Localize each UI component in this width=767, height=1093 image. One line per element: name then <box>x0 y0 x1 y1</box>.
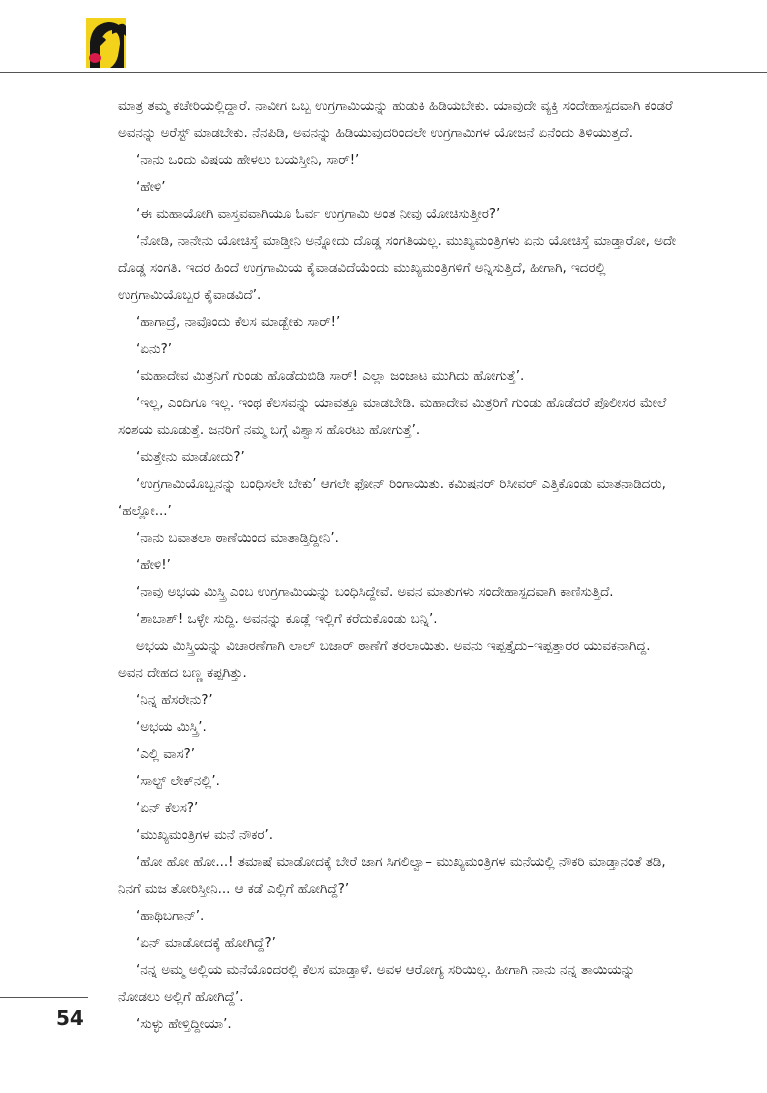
paragraph: ‘ನಿನ್ನ ಹೆಸರೇನು?’ <box>136 693 213 708</box>
paragraph: ‘ಈ ಮಹಾಯೋಗಿ ವಾಸ್ತವವಾಗಿಯೂ ಓರ್ವ ಉಗ್ರಗಾಮಿ ಅಂತ ನೀವು ಯೋಚಿಸುತ್ತೀರ?’ <box>136 207 501 222</box>
body-text <box>118 93 678 1038</box>
paragraph: ‘ನಾವು ಅಭಯ ಮಿಸ್ತ್ರಿ ಎಂಬ ಉಗ್ರಗಾಮಿಯನ್ನು ಬಂಧಿಸಿದ್ದೇವೆ. ಅವನ ಮಾತುಗಳು ಸಂದೇಹಾಸ್ಪದವಾಗಿ ಕಾಣಿಸುತ್ತಿದೆ. <box>136 585 614 600</box>
paragraph: ಅಭಯ ಮಿಸ್ತ್ರಿಯನ್ನು ವಿಚಾರಣೆಗಾಗಿ ಲಾಲ್ ಬಜಾರ್ ಠಾಣೆಗೆ ತರಲಾಯಿತು. ಅವನು ಇಪ್ಪತ್ತೈದು–ಇಪ್ಪತ್ತಾರರ ಯುವಕನಾಗಿದ್ದ. ಅವನ ದೇಹದ ಬಣ್ಣ ಕಪ್ಪಗಿತ್ತು. <box>118 639 651 681</box>
paragraph: ‘ನಾನು ಒಂದು ವಿಷಯ ಹೇಳಲು ಬಯಸ್ತೀನಿ, ಸಾರ್!’ <box>136 153 360 168</box>
paragraph: ‘ಹಾಥಿಬಗಾನ್’. <box>136 909 205 924</box>
header-rule <box>0 72 767 73</box>
paragraph: ‘ಶಾಬಾಶ್! ಒಳ್ಳೇ ಸುದ್ದಿ. ಅವನನ್ನು ಕೂಡ್ಲೆ ಇಲ್ಲಿಗೆ ಕರೆದುಕೊಂಡು ಬನ್ನಿ’. <box>136 612 438 627</box>
paragraph: ‘ಏನು?’ <box>136 342 172 357</box>
footer-rule <box>0 997 88 998</box>
paragraph: ‘ನೋಡಿ, ನಾನೇನು ಯೋಚಿಸ್ತೆ ಮಾಡ್ತೀನಿ ಅನ್ನೋದು ದೊಡ್ಡ ಸಂಗತಿಯಲ್ಲ. ಮುಖ್ಯಮಂತ್ರಿಗಳು ಏನು ಯೋಚಿಸ್ತೆ ಮಾಡ್ತಾರೋ, ಅದೇ ದೊಡ್ಡ ಸಂಗತಿ. ಇದರ ಹಿಂದೆ ಉಗ್ರಗಾಮಿಯ ಕೈವಾಡವಿದೆಯೆಂದು ಮುಖ್ಯಮಂತ್ರಿಗಳಿಗೆ ಅನ್ನಿಸುತ್ತಿದೆ, ಹೀಗಾಗಿ, ಇದರಲ್ಲಿ ಉಗ್ರಗಾಮಿಯೊಬ್ಬರ ಕೈವಾಡವಿದೆ’. <box>118 234 677 303</box>
paragraph: ‘ಹೋ ಹೋ ಹೋ...! ತಮಾಷೆ ಮಾಡೋದಕ್ಕೆ ಬೇರೆ ಜಾಗ ಸಿಗಲಿಲ್ವಾ– ಮುಖ್ಯಮಂತ್ರಿಗಳ ಮನೆಯಲ್ಲಿ ನೌಕರಿ ಮಾಡ್ತಾನಂತೆ ತಡಿ, ನಿನಗೆ ಮಜ ತೋರಿಸ್ತೀನಿ... ಆ ಕಡೆ ಎಲ್ಲಿಗೆ ಹೋಗಿದ್ದೆ?’ <box>118 855 666 897</box>
paragraph: ‘ಎಲ್ಲಿ ವಾಸ?’ <box>136 747 196 762</box>
paragraph: ‘ನನ್ನ ಅಮ್ಮ ಅಲ್ಲಿಯ ಮನೆಯೊಂದರಲ್ಲಿ ಕೆಲಸ ಮಾಡ್ತಾಳೆ. ಅವಳ ಆರೋಗ್ಯ ಸರಿಯಿಲ್ಲ. ಹೀಗಾಗಿ ನಾನು ನನ್ನ ತಾಯಿಯನ್ನು ನೋಡಲು ಅಲ್ಲಿಗೆ ಹೋಗಿದ್ದೆ’. <box>118 963 636 1005</box>
publisher-logo <box>86 18 126 68</box>
paragraph: ‘ನಾನು ಬವಾತಲಾ ಠಾಣೆಯಿಂದ ಮಾತಾಡ್ತಿದ್ದೀನಿ’. <box>136 531 339 546</box>
paragraph: ‘ಏನ್ ಮಾಡೋದಕ್ಕೆ ಹೋಗಿದ್ದೆ?’ <box>136 936 276 951</box>
face-illustration-icon <box>86 18 126 68</box>
paragraph: ‘ಹೇಳಿ!’ <box>136 558 171 573</box>
paragraph: ‘ಸುಳ್ಳು ಹೇಳ್ತಿದ್ದೀಯಾ’. <box>136 1017 232 1032</box>
paragraph: ‘ಇಲ್ಲ, ಎಂದಿಗೂ ಇಲ್ಲ. ಇಂಥ ಕೆಲಸವನ್ನು ಯಾವತ್ತೂ ಮಾಡಬೇಡಿ. ಮಹಾದೇವ ಮಿತ್ರರಿಗೆ ಗುಂಡು ಹೊಡೆದರೆ ಪೊಲೀಸರ ಮೇಲೆ ಸಂಶಯ ಮೂಡುತ್ತೆ. ಜನರಿಗೆ ನಮ್ಮ ಬಗ್ಗೆ ವಿಶ್ವಾಸ ಹೊರಟು ಹೋಗುತ್ತೆ’. <box>118 396 667 438</box>
paragraph: ‘ಸಾಲ್ಟ್ ಲೇಕ್‌ನಲ್ಲಿ’. <box>136 774 220 789</box>
paragraph: ‘ಮುಖ್ಯಮಂತ್ರಿಗಳ ಮನೆ ನೌಕರ’. <box>136 828 273 843</box>
paragraph: ‘ಹೇಳಿ’ <box>136 180 166 195</box>
paragraph: ‘ಏನ್ ಕೆಲಸ?’ <box>136 801 199 816</box>
paragraph: ಮಾತ್ರ ತಮ್ಮ ಕಚೇರಿಯಲ್ಲಿದ್ದಾರೆ. ನಾವೀಗ ಒಬ್ಬ ಉಗ್ರಗಾಮಿಯನ್ನು ಹುಡುಕಿ ಹಿಡಿಯಬೇಕು. ಯಾವುದೇ ವ್ಯಕ್ತಿ ಸಂದೇಹಾಸ್ಪದವಾಗಿ ಕಂಡರೆ ಅವನನ್ನು ಅರೆಸ್ಟ್ ಮಾಡಬೇಕು. ನೆನಪಿಡಿ, ಅವನನ್ನು ಹಿಡಿಯುವುದರಿಂದಲೇ ಉಗ್ರಗಾಮಿಗಳ ಯೋಜನೆ ಏನೆಂದು ತಿಳಿಯುತ್ತದೆ. <box>118 99 673 141</box>
paragraph: ‘ಅಭಯ ಮಿಸ್ತ್ರಿ’. <box>136 720 207 735</box>
paragraph: ‘ಮತ್ತೇನು ಮಾಡೋದು?’ <box>136 450 245 465</box>
paragraph: ‘ಉಗ್ರಗಾಮಿಯೊಬ್ಬನನ್ನು ಬಂಧಿಸಲೇ ಬೇಕು’ ಆಗಲೇ ಫೋನ್ ರಿಂಗಾಯಿತು. ಕಮಿಷನರ್ ರಿಸೀವರ್ ಎತ್ತಿಕೊಂಡು ಮಾತನಾಡಿದರು, ‘ಹಲ್ಲೋ...’ <box>118 477 666 519</box>
paragraph: ‘ಮಹಾದೇವ ಮಿತ್ರನಿಗೆ ಗುಂಡು ಹೊಡೆದುಬಿಡಿ ಸಾರ್! ಎಲ್ಲಾ ಜಂಜಾಟ ಮುಗಿದು ಹೋಗುತ್ತೆ’. <box>136 369 525 384</box>
page-number: 54 <box>56 1006 84 1030</box>
paragraph: ‘ಹಾಗಾದ್ರೆ, ನಾವೊಂದು ಕೆಲಸ ಮಾಡ್ಬೇಕು ಸಾರ್!’ <box>136 315 341 330</box>
